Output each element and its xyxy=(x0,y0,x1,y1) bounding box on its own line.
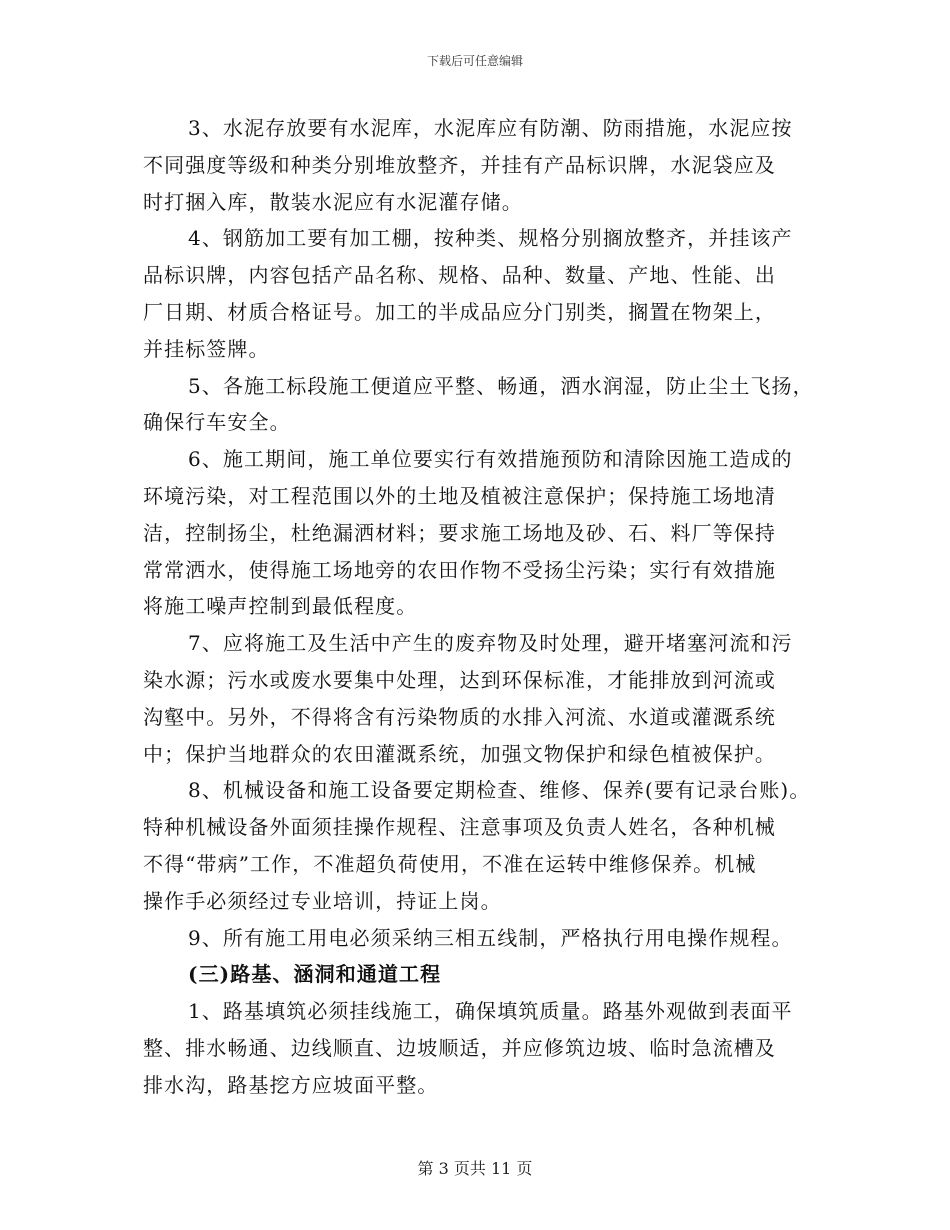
text-line: 并挂标签牌。 xyxy=(143,336,270,361)
text-line: 1、路基填筑必须挂线施工，确保填筑质量。路基外观做到表面平 xyxy=(188,999,793,1024)
text-line: 将施工噪声控制到最低程度。 xyxy=(143,594,418,619)
document-body xyxy=(143,110,823,1104)
text-line: 特种机械设备外面须挂操作规程、注意事项及负责人姓名，各种机械 xyxy=(143,815,776,840)
text-line: 常常洒水，使得施工场地旁的农田作物不受扬尘污染；实行有效措施 xyxy=(143,557,776,582)
text-line: 整、排水畅通、边线顺直、边坡顺适，并应修筑边坡、临时急流槽及 xyxy=(143,1035,776,1060)
text-line: 中；保护当地群众的农田灌溉系统，加强文物保护和绿色植被保护。 xyxy=(143,741,776,766)
section-heading: (三)路基、涵洞和通道工程 xyxy=(188,962,442,987)
page-header: 下载后可任意编辑 xyxy=(426,54,523,68)
text-line: 染水源；污水或废水要集中处理，达到环保标准，才能排放到河流或 xyxy=(143,667,776,692)
text-line: 时打捆入库，散装水泥应有水泥灌存储。 xyxy=(143,189,523,214)
text-line: 沟壑中。另外，不得将含有污染物质的水排入河流、水道或灌溉系统 xyxy=(143,704,776,729)
text-line: 5、各施工标段施工便道应平整、畅通，洒水润湿，防止尘土飞扬， xyxy=(188,373,814,398)
text-line: 不同强度等级和种类分别堆放整齐，并挂有产品标识牌，水泥袋应及 xyxy=(143,152,776,177)
text-line: 厂日期、材质合格证号。加工的半成品应分门别类，搁置在物架上， xyxy=(143,299,776,324)
text-line: 7、应将施工及生活中产生的废弃物及时处理，避开堵塞河流和污 xyxy=(188,631,793,656)
text-line: 排水沟，路基挖方应坡面平整。 xyxy=(143,1072,439,1097)
text-line: 6、施工期间，施工单位要实行有效措施预防和清除因施工造成的 xyxy=(188,447,793,472)
text-line: 3、水泥存放要有水泥库，水泥库应有防潮、防雨措施，水泥应按 xyxy=(188,116,793,140)
text-line: 洁，控制扬尘，杜绝漏洒材料；要求施工场地及砂、石、料厂等保持 xyxy=(143,520,776,545)
text-line: 9、所有施工用电必须采纳三相五线制，严格执行用电操作规程。 xyxy=(188,925,793,950)
page-footer: 第 3 页共 11 页 xyxy=(417,1159,533,1178)
text-line: 8、机械设备和施工设备要定期检查、维修、保养(要有记录台账)。 xyxy=(188,778,811,803)
text-line: 环境污染，对工程范围以外的土地及植被注意保护；保持施工场地清 xyxy=(143,483,776,508)
text-line: 操作手必须经过专业培训，持证上岗。 xyxy=(143,888,502,913)
text-line: 不得“带病”工作，不准超负荷使用，不准在运转中维修保养。机械 xyxy=(143,851,757,876)
text-line: 品标识牌，内容包括产品名称、规格、品种、数量、产地、性能、出 xyxy=(143,263,776,288)
text-line: 4、钢筋加工要有加工棚，按种类、规格分别搁放整齐，并挂该产 xyxy=(188,226,793,251)
text-line: 确保行车安全。 xyxy=(143,410,291,435)
